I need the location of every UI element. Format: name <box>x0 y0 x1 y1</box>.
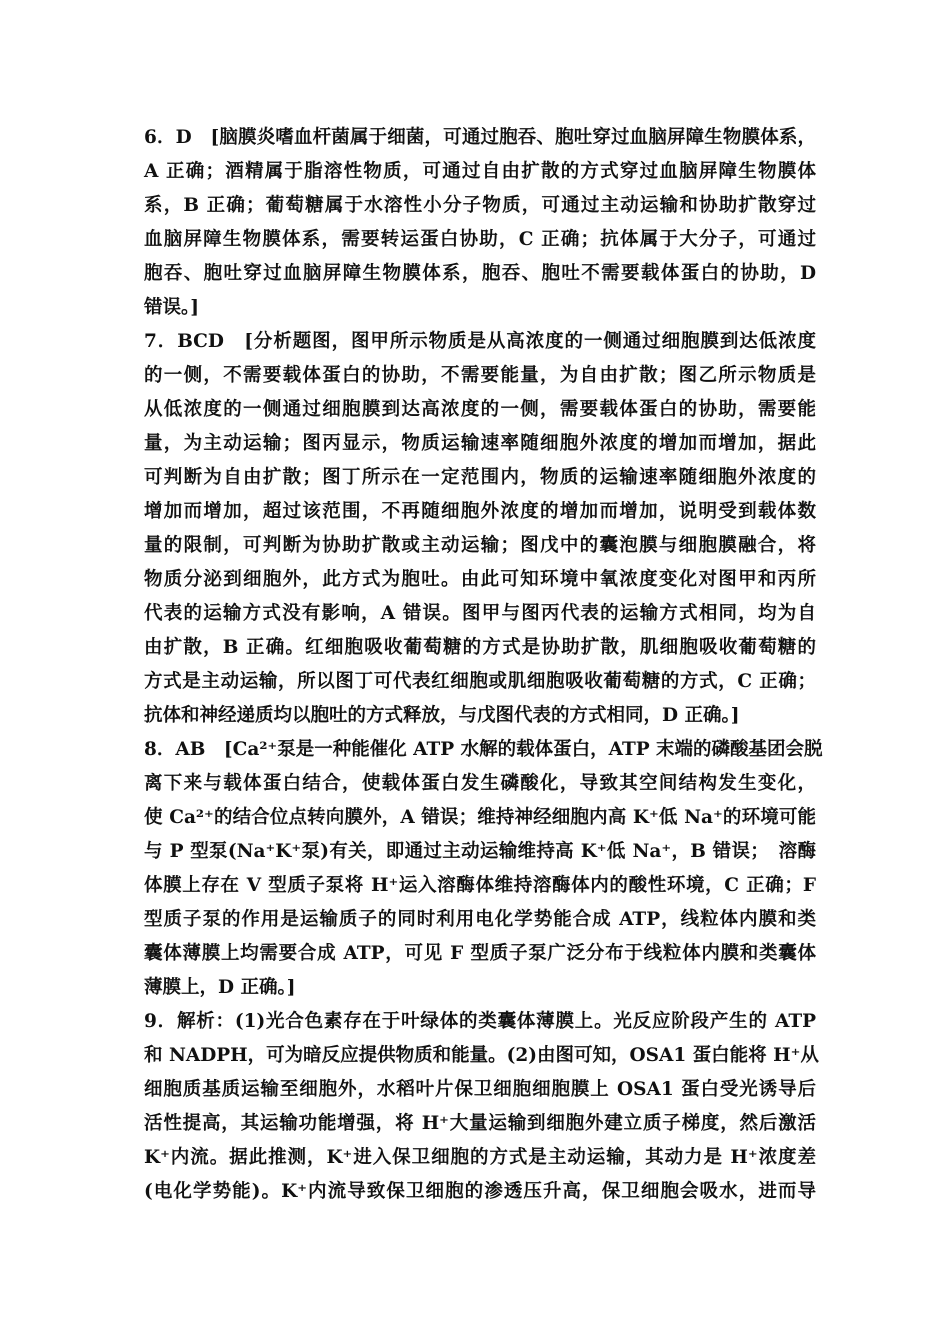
text-line-26: 薄膜上，D 正确。] <box>144 977 296 998</box>
text-line-7: 7．BCD [分析题图，图甲所示物质是从高浓度的一侧通过细胞膜到达低浓度 <box>144 331 816 352</box>
text-line-25: 囊体薄膜上均需要合成 ATP，可见 F 型质子泵广泛分布于线粒体内膜和类囊体 <box>144 943 816 964</box>
text-line-10: 量，为主动运输；图丙显示，物质运输速率随细胞外浓度的增加而增加，据此 <box>144 433 816 454</box>
text-line-2: A 正确；酒精属于脂溶性物质，可通过自由扩散的方式穿过血脑屏障生物膜体 <box>144 161 816 182</box>
text-line-6: 错误。] <box>144 297 200 318</box>
text-line-23: 体膜上存在 V 型质子泵将 H⁺运入溶酶体维持溶酶体内的酸性环境，C 正确；F <box>144 875 816 896</box>
text-line-28: 和 NADPH，可为暗反应提供物质和能量。(2)由图可知，OSA1 蛋白能将 H⁺从 <box>144 1045 819 1066</box>
text-line-19: 8．AB [Ca²⁺泵是一种能催化 ATP 水解的载体蛋白，ATP 末端的磷酸基团会脱 <box>144 739 823 760</box>
text-line-15: 代表的运输方式没有影响，A 错误。图甲与图丙代表的运输方式相同，均为自 <box>144 603 816 624</box>
text-line-31: K⁺内流。据此推测，K⁺进入保卫细胞的方式是主动运输，其动力是 H⁺浓度差 <box>144 1147 816 1168</box>
text-line-9: 从低浓度的一侧通过细胞膜到达高浓度的一侧，需要载体蛋白的协助，需要能 <box>144 399 816 420</box>
text-line-21: 使 Ca²⁺的结合位点转向膜外，A 错误；维持神经细胞内高 K⁺低 Na⁺的环境可能 <box>144 807 816 828</box>
text-line-16: 由扩散，B 正确。红细胞吸收葡萄糖的方式是协助扩散，肌细胞吸收葡萄糖的 <box>144 637 816 658</box>
text-line-27: 9．解析：(1)光合色素存在于叶绿体的类囊体薄膜上。光反应阶段产生的 ATP <box>144 1011 816 1032</box>
text-line-24: 型质子泵的作用是运输质子的同时利用电化学势能合成 ATP，线粒体内膜和类 <box>144 909 816 930</box>
text-line-30: 活性提高，其运输功能增强，将 H⁺大量运输到细胞外建立质子梯度，然后激活 <box>144 1113 816 1134</box>
text-line-4: 血脑屏障生物膜体系，需要转运蛋白协助，C 正确；抗体属于大分子，可通过 <box>144 229 816 250</box>
answer-text-block <box>144 121 823 1209</box>
text-line-1: 6．D [脑膜炎嗜血杆菌属于细菌，可通过胞吞、胞吐穿过血脑屏障生物膜体系， <box>144 127 816 148</box>
text-line-12: 增加而增加，超过该范围，不再随细胞外浓度的增加而增加，说明受到载体数 <box>144 501 816 522</box>
text-line-32: (电化学势能)。K⁺内流导致保卫细胞的渗透压升高，保卫细胞会吸水，进而导 <box>144 1181 816 1202</box>
text-line-11: 可判断为自由扩散；图丁所示在一定范围内，物质的运输速率随细胞外浓度的 <box>144 467 816 488</box>
text-line-17: 方式是主动运输，所以图丁可代表红细胞或肌细胞吸收葡萄糖的方式，C 正确； <box>144 671 816 692</box>
text-line-29: 细胞质基质运输至细胞外，水稻叶片保卫细胞细胞膜上 OSA1 蛋白受光诱导后 <box>144 1079 816 1100</box>
text-line-22: 与 P 型泵(Na⁺K⁺泵)有关，即通过主动运输维持高 K⁺低 Na⁺，B 错误； 溶酶 <box>144 841 816 862</box>
text-line-5: 胞吞、胞吐穿过血脑屏障生物膜体系，胞吞、胞吐不需要载体蛋白的协助，D <box>144 263 816 284</box>
text-line-20: 离下来与载体蛋白结合，使载体蛋白发生磷酸化，导致其空间结构发生变化， <box>144 773 816 794</box>
text-line-14: 物质分泌到细胞外，此方式为胞吐。由此可知环境中氧浓度变化对图甲和丙所 <box>144 569 816 590</box>
text-line-3: 系，B 正确；葡萄糖属于水溶性小分子物质，可通过主动运输和协助扩散穿过 <box>144 195 816 216</box>
text-line-13: 量的限制，可判断为协助扩散或主动运输；图戊中的囊泡膜与细胞膜融合，将 <box>144 535 816 556</box>
text-line-18: 抗体和神经递质均以胞吐的方式释放，与戊图代表的方式相同，D 正确。] <box>144 705 740 726</box>
text-line-8: 的一侧，不需要载体蛋白的协助，不需要能量，为自由扩散；图乙所示物质是 <box>144 365 816 386</box>
